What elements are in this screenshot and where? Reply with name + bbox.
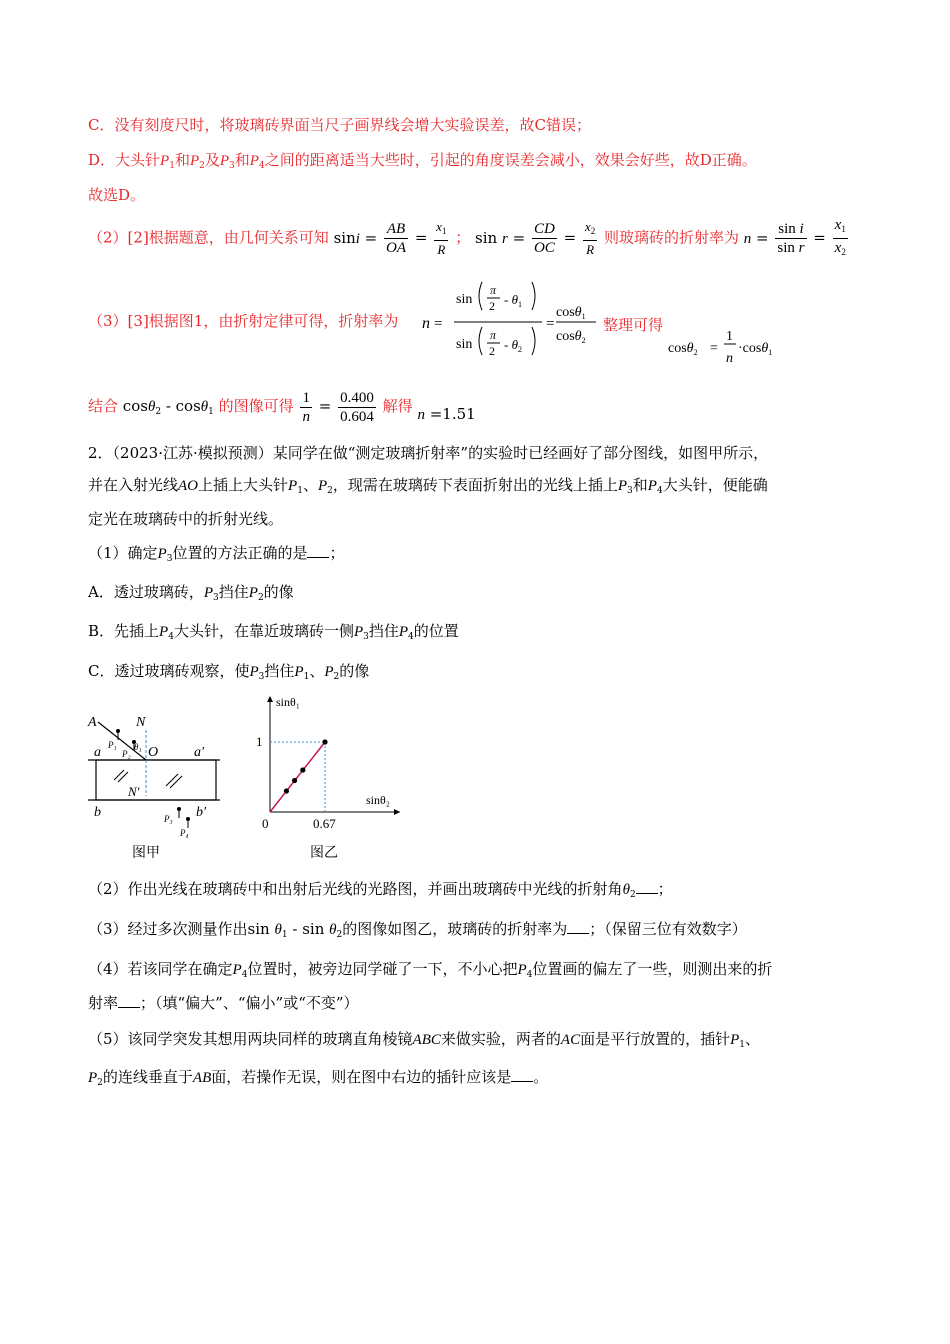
svg-text:2: 2 [489, 299, 495, 313]
data-point [322, 739, 327, 744]
option-a: A．透过玻璃砖，$P_3$挡住$P_2$的像 [88, 583, 294, 603]
svg-text:O: O [148, 745, 159, 760]
figure-yi-caption: 图乙 [310, 845, 338, 861]
answer-blank[interactable] [511, 1067, 533, 1082]
answer-q3: （3）[3]根据图1，由折射定律可得，折射率为 [88, 312, 399, 330]
problem-stem-3: 定光在玻璃砖中的折射光线。 [88, 510, 284, 528]
option-b: B．先插上$P_4$大头针，在靠近玻璃砖一侧$P_3$挡住$P_4$的位置 [88, 622, 459, 642]
figure-jia-caption: 图甲 [132, 845, 160, 861]
data-point [300, 767, 305, 772]
svg-text:P₁: P₁ [108, 740, 117, 750]
svg-text:n: n [726, 351, 733, 366]
svg-text:a: a [94, 745, 101, 760]
answer-c-line: C．没有刻度尺时，将玻璃砖界面当尺子画界线会增大实验误差，故C错误； [88, 116, 591, 134]
answer-q2: （2）[2]根据题意，由几何关系可知 sini = $\frac{AB}{OA}$ = $\frac{x_1}{R}$ ； sin r = $\frac{CD}{OC}$ = $\frac{x_2}{R}$ 则玻璃砖的折射率为 n = $\frac{\text{sin i}}{\text{sin r}}$ = $\frac{x_1}{x_2}$ [88, 217, 846, 257]
answer-blank[interactable] [636, 879, 658, 894]
svg-text:N′: N′ [128, 784, 140, 799]
problem-stem-1: 2．（2023·江苏·模拟预测）某同学在做“测定玻璃折射率”的实验时已经画好了部分图线，如图甲所示， [88, 444, 769, 462]
svg-text:θ₁: θ₁ [134, 742, 142, 752]
y-tick-label: 1 [256, 734, 263, 749]
problem-stem-2: 并在入射光线AO上插上大头针$P_1$、$P_2$，现需在玻璃砖下表面折射出的光线上插上$P_3$和$P_4$大头针，便能确 [88, 476, 768, 496]
svg-text:b′: b′ [196, 805, 207, 820]
svg-text:=: = [434, 316, 443, 332]
answer-blank[interactable] [307, 543, 329, 558]
svg-text:cosθ1: cosθ$_1$ [556, 305, 586, 321]
svg-text:- θ2: - $\theta_2$ [504, 337, 522, 354]
x-axis-label: sinθ₂ [366, 793, 390, 807]
svg-text:π: π [490, 283, 497, 297]
svg-text:=: = [546, 316, 555, 332]
answer-blank[interactable] [118, 993, 140, 1008]
cos-formula [666, 322, 806, 372]
fit-line [270, 742, 325, 812]
data-point [292, 778, 297, 783]
svg-text:- θ1: - $\theta_1$ [504, 292, 522, 309]
question-2: （2）作出光线在玻璃砖中和出射后光线的光路图，并画出玻璃砖中光线的折射角$\theta_2$ ； [88, 880, 673, 900]
origin-label: 0 [262, 816, 269, 831]
figure-jia [84, 700, 234, 840]
answer-q3-tidy: 整理可得 [603, 316, 664, 334]
svg-text:1: 1 [726, 329, 733, 344]
svg-text:b: b [94, 805, 101, 820]
answer-d-line: D．大头针$P_1$和$P_2$及$P_3$和$P_4$之间的距离适当大些时，引起的角度误差会减小，效果会好些，故D正确。 [88, 151, 757, 171]
y-axis-label: sinθ₁ [276, 695, 300, 709]
answer-q3-result: 结合 cosθ$_2$ - cosθ$_1$ 的图像可得 $\frac{1}{n}$ = $\frac{0.400}{0.604}$ 解得 n =1.51 [88, 389, 476, 425]
svg-text:sin: sin [456, 337, 473, 352]
svg-text:sin: sin [456, 292, 473, 307]
question-4: （4）若该同学在确定$P_4$位置时，被旁边同学碰了一下，不小心把$P_4$位置画的偏左了一些，则测出来的折 [88, 960, 773, 980]
svg-text:a′: a′ [194, 745, 205, 760]
svg-text:P₄: P₄ [180, 828, 189, 838]
data-point [284, 788, 289, 793]
x-tick-label: 0.67 [313, 816, 336, 831]
question-1: （1）确定$P_3$位置的方法正确的是 ； [88, 544, 345, 564]
svg-text:=: = [710, 341, 718, 356]
svg-text:·cosθ1: ·cosθ$_1$ [738, 341, 773, 357]
svg-text:2: 2 [489, 344, 495, 358]
answer-blank[interactable] [567, 919, 589, 934]
question-5-cont: $P_2$的连线垂直于AB面，若操作无误，则在图中右边的插针应该是 。 [88, 1068, 549, 1088]
svg-text:π: π [490, 328, 497, 342]
option-c: C．透过玻璃砖观察，使$P_3$挡住$P_1$、$P_2$的像 [88, 662, 370, 682]
answer-select: 故选D。 [88, 186, 146, 204]
svg-text:P₃: P₃ [164, 814, 173, 824]
svg-text:n: n [422, 315, 430, 332]
svg-text:cosθ2: cosθ$_2$ [668, 341, 698, 357]
svg-text:cosθ2: cosθ$_2$ [556, 329, 586, 345]
label-A: A [88, 715, 97, 730]
figure-yi-chart [248, 692, 408, 837]
question-5: （5）该同学突发其想用两块同样的玻璃直角棱镜ABC来做实验，两者的AC面是平行放置的，插针$P_1$、 [88, 1030, 761, 1050]
question-4-cont: 射率 ；（填“偏大”、“偏小”或“不变”） [88, 994, 359, 1012]
label-N: N [136, 715, 146, 730]
svg-text:P₂: P₂ [122, 749, 131, 759]
question-3: （3）经过多次测量作出$\sin \theta_1$ - $\sin \theta_2$的图像如图乙，玻璃砖的折射率为 ；（保留三位有效数字） [88, 920, 747, 940]
